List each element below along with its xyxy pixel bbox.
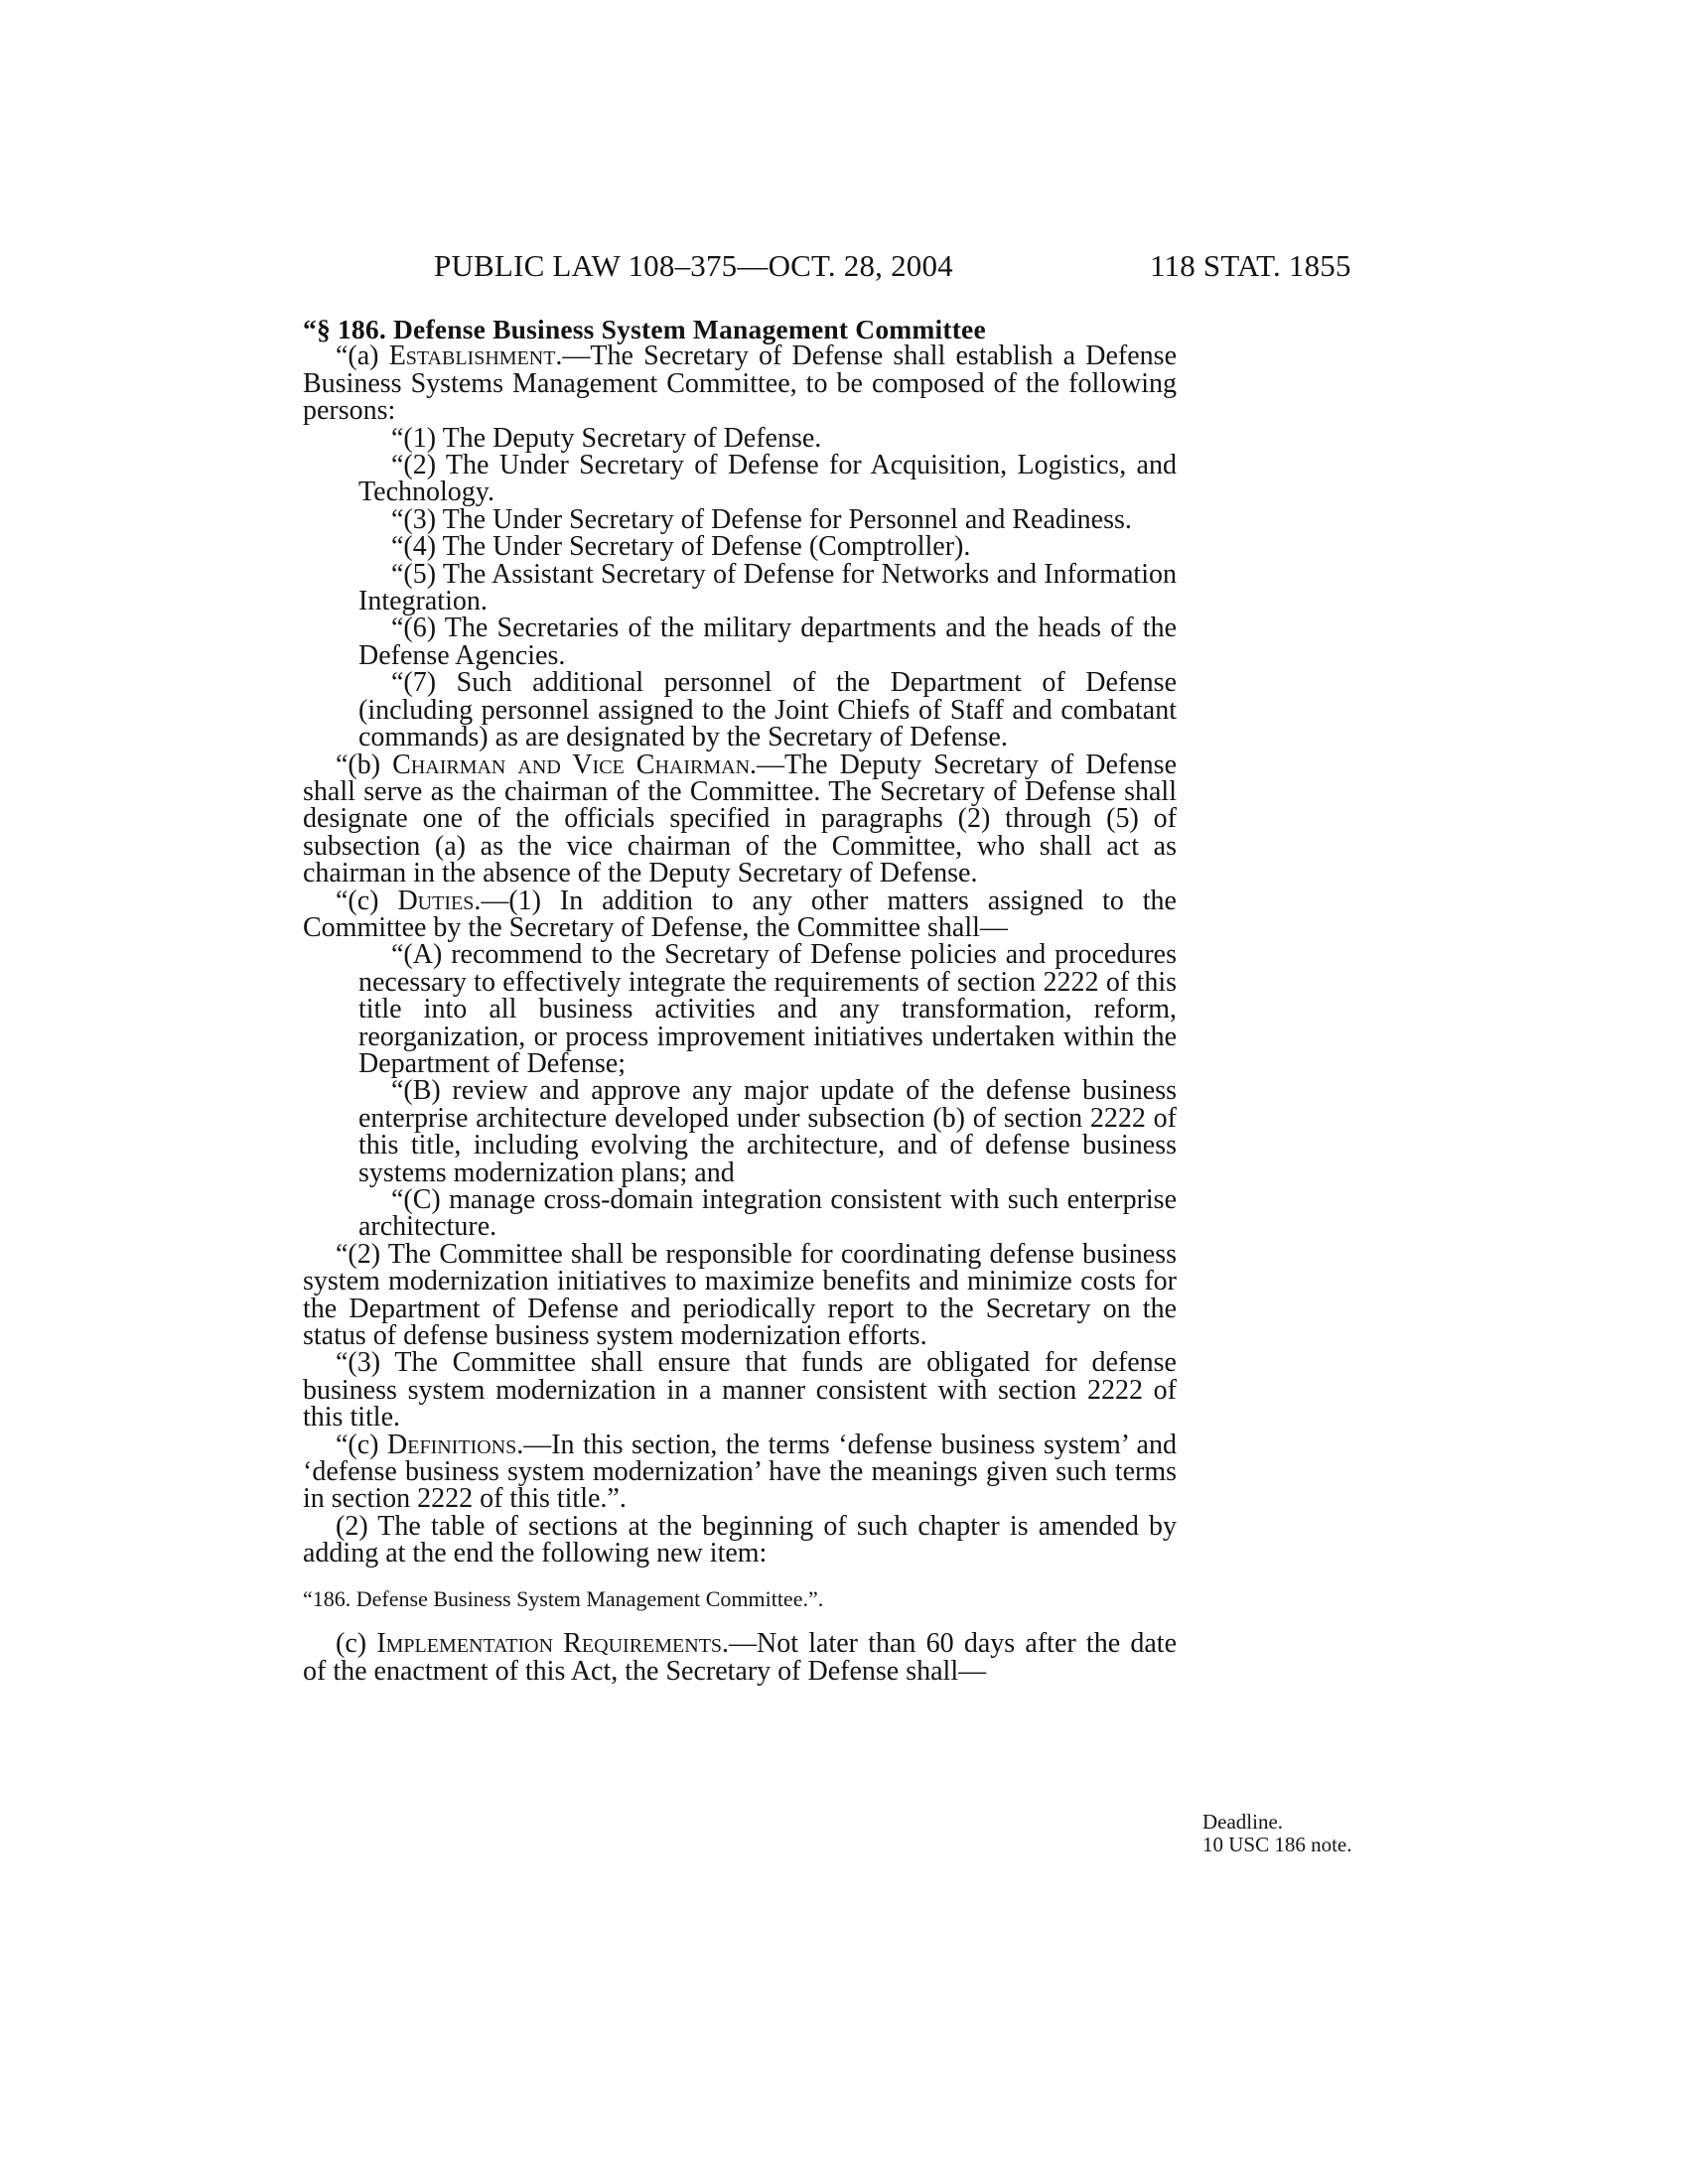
- subsection-a: [303, 341, 1177, 427]
- member-item: “(2) The Under Secretary of Defense for Acquisition, Logistics, and Technology.: [358, 450, 1177, 508]
- table-amendment: (2) The table of sections at the beginning of such chapter is amended by adding at the end the following new item:: [303, 1510, 1177, 1570]
- subsection-a-lead: “(a): [336, 341, 389, 372]
- subsection-b-lead: “(b): [336, 749, 393, 780]
- member-item: “(6) The Secretaries of the military departments and the heads of the Defense Agencies.: [358, 613, 1177, 671]
- subsection-c: [303, 887, 1177, 942]
- implementation-caption: Implementation Requirements: [376, 1628, 723, 1660]
- member-item: “(7) Such additional personnel of the Department of Defense (including personnel assigned to the Joint Chiefs of Staff and combatant commands) as are designated by the Secretary of Defense.: [358, 667, 1177, 753]
- body-text: [303, 316, 1177, 1685]
- margin-note-deadline: Deadline.: [1202, 1810, 1284, 1834]
- duty-item: “(C) manage cross-domain integration consistent with such enterprise architecture.: [358, 1184, 1177, 1243]
- subsection-c-caption: Duties: [397, 885, 475, 916]
- member-item: “(4) The Under Secretary of Defense (Comptroller).: [391, 531, 971, 563]
- table-of-sections-item: “186. Defense Business System Management Committee.”.: [303, 1585, 824, 1611]
- definitions-text: .—In this section, the terms ‘defense business system’ and ‘defense business system modernization’ have the meanings given such terms in section 2222 of this title.”.: [303, 1429, 1177, 1515]
- paragraph-c2: “(2) The Committee shall be responsible for coordinating defense business system modernization initiatives to maximize benefits and minimize costs for the Department of Defense and periodically report to the Secretary on the status of defense business system modernization efforts.: [303, 1238, 1177, 1352]
- member-item: “(3) The Under Secretary of Defense for Personnel and Readiness.: [391, 503, 1132, 535]
- section-heading: “§ 186. Defense Business System Management Committee: [303, 314, 986, 344]
- member-item: “(5) The Assistant Secretary of Defense for Networks and Information Integration.: [358, 558, 1177, 617]
- paragraph-c3: “(3) The Committee shall ensure that funds are obligated for defense business system modernization in a manner consistent with section 2222 of this title.: [303, 1347, 1177, 1433]
- running-header-law: PUBLIC LAW 108–375—OCT. 28, 2004: [434, 248, 953, 283]
- member-item: “(1) The Deputy Secretary of Defense.: [391, 422, 822, 454]
- subsection-b: [303, 751, 1177, 887]
- subsection-definitions: [303, 1429, 1177, 1515]
- implementation-requirements: [303, 1630, 1177, 1685]
- subsection-b-caption: Chairman and Vice Chairman: [392, 749, 751, 780]
- subsection-a-text: .—The Secretary of Defense shall establish a Defense Business Systems Management Committee, to be composed of the following persons:: [303, 341, 1177, 427]
- subsection-b-text: .—The Deputy Secretary of Defense shall serve as the chairman of the Committee. The Secretary of Defense shall designate one of the officials specified in paragraphs (2) through (5) of subsection (a) as the vice chairman of the Committee, who shall act as chairman in the absence of the Deputy Secretary of Defense.: [303, 749, 1177, 889]
- subsection-a-caption: Establishment: [388, 341, 556, 372]
- definitions-lead: “(c): [336, 1429, 388, 1460]
- subsection-c-text: .—(1) In addition to any other matters assigned to the Committee by the Secretary of Defense, the Committee shall—: [303, 885, 1177, 943]
- definitions-caption: Definitions: [387, 1429, 517, 1460]
- implementation-text: .—Not later than 60 days after the date of the enactment of this Act, the Secretary of Defense shall—: [303, 1628, 1177, 1687]
- running-header-stat: 118 STAT. 1855: [1150, 248, 1351, 283]
- duty-item: “(B) review and approve any major update of the defense business enterprise architecture developed under subsection (b) of section 2222 of this title, including evolving the architecture, and of defense business systems modernization plans; and: [358, 1075, 1177, 1188]
- duty-item: “(A) recommend to the Secretary of Defense policies and procedures necessary to effectively integrate the requirements of section 2222 of this title into all business activities and any transformation, reform, reorganization, or process improvement initiatives undertaken within the Department of Defense;: [358, 939, 1177, 1079]
- implementation-lead: (c): [336, 1628, 377, 1660]
- subsection-c-lead: “(c): [336, 885, 398, 916]
- margin-note-citation: 10 USC 186 note.: [1202, 1833, 1352, 1856]
